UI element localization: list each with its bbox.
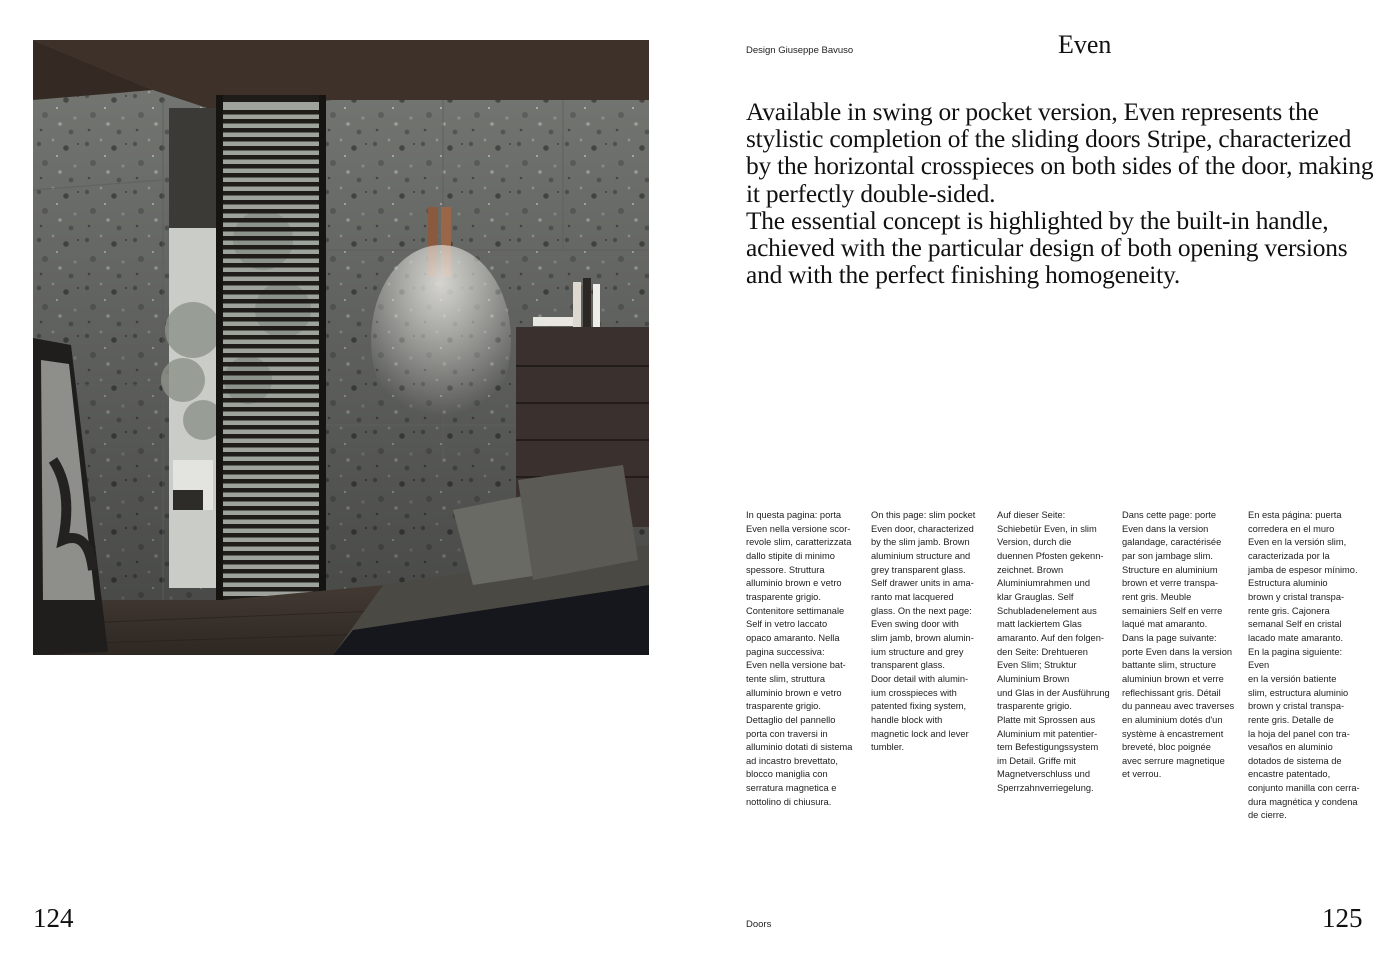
section-label: Doors: [746, 919, 772, 930]
page-number-right: 125: [1322, 903, 1363, 933]
interior-photo: [33, 40, 649, 655]
product-title: Even: [1058, 30, 1112, 59]
page-number-left: 124: [33, 903, 74, 933]
lead-text-1: Available in swing or pocket version, Even represents the stylistic completion of the sliding doors Stripe, characterized by the horizontal crosspieces on both sides of the door, making it perfectly double-sided.: [746, 98, 1374, 208]
caption-german: Auf dieser Seite: Schiebetür Even, in slim Version, durch die duennen Pfosten gekenn- zeichnet. Brown Aluminiumrahmen und klar Grauglas. Self Schubladenelement aus matt lackiertem Glas amaranto. Auf den folgen- den Seite: Drehtueren Even Slim; Struktur Aluminium Brown und Glas in der Ausführung trasparente grigio. Platte mit Sprossen aus Aluminium mit patentier- tem Befestigungssystem im Detail. Griffe mit Magnetverschluss und Sperrzahnverriegelung.: [997, 510, 1110, 794]
designer-credit: Design Giuseppe Bavuso: [746, 45, 854, 56]
caption-italian: In questa pagina: porta Even nella versione scor- revole slim, caratterizzata dallo stipite di minimo spessore. Struttura alluminio brown e vetro trasparente grigio. Contenitore settimanale Self in vetro laccato opaco amaranto. Nella pagina successiva: Even nella versione bat- tente slim, struttura alluminio brown e vetro trasparente grigio. Dettaglio del pannello porta con traversi in alluminio dotati di sistema ad incastro brevettato, blocco maniglia con serratura magnetica e nottolino di chiusura.: [746, 510, 853, 807]
lead-text-2: The essential concept is highlighted by the built-in handle, achieved with the particular design of both opening versions and with the perfect finishing homogeneity.: [746, 206, 1348, 290]
caption-french: Dans cette page: porte Even dans la version galandage, caractérisée par son jambage slim. Structure en aluminium brown et verre transpa- rent gris. Meuble semainiers Self en verre laqué mat amaranto. Dans la page suivante: porte Even dans la version battante slim, structure aluminiun brown et verre reflechissant gris. Détail du panneau avec traverses en aluminium dotés d'un système à encastrement breveté, bloc poignée avec serrure magnetique et verrou.: [1122, 510, 1235, 780]
caption-columns: [746, 509, 1376, 819]
caption-spanish: En esta página: puerta corredera en el muro Even en la versión slim, caracterizada por la jamba de espesor mínimo. Estructura aluminio brown y cristal transpa- rente gris. Cajonera semanal Self en cristal lacado mate amaranto. En la pagina siguiente: Even en la versión batiente slim, estructura aluminio brown y cristal transpa- rente gris. Detalle de la hoja del panel con tra- vesaños en aluminio dotados de sistema de encastre patentado, conjunto manilla con cerra- dura magnética y condena de cierre.: [1248, 510, 1360, 821]
caption-english: On this page: slim pocket Even door, characterized by the slim jamb. Brown aluminium structure and grey transparent glass. Self drawer units in ama- ranto mat lacquered glass. On the next page: Even swing door with slim jamb, brown alumin- ium structure and grey transparent glass. Door detail with alumin- ium crosspieces with patented fixing system, handle block with magnetic lock and lever tumbler.: [871, 510, 976, 753]
lead-paragraph: [746, 99, 1376, 289]
